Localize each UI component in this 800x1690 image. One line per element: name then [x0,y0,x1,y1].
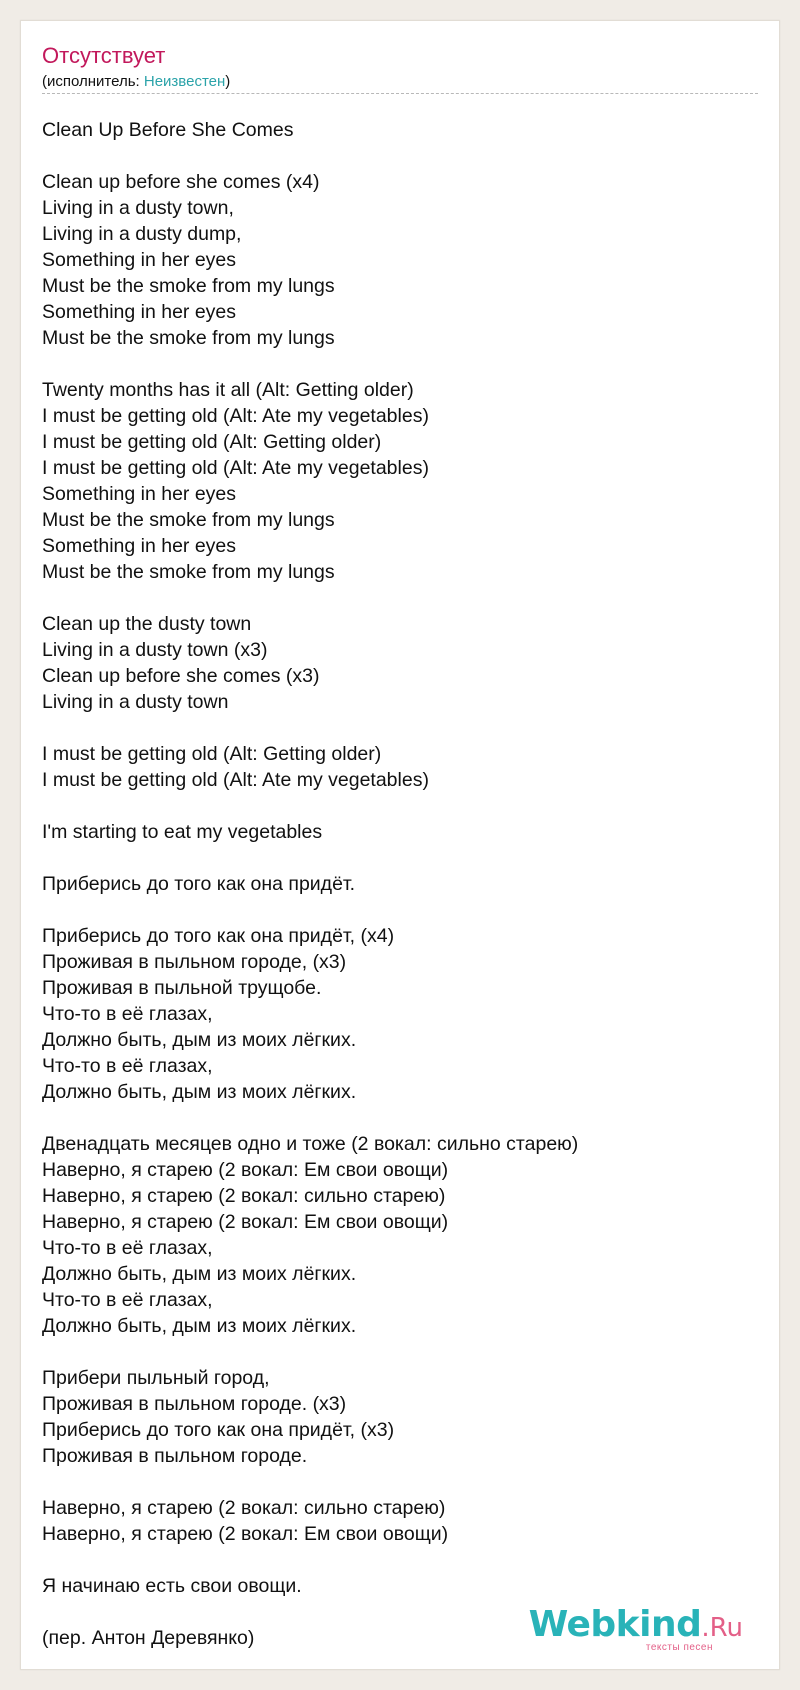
lyric-line: Проживая в пыльном городе. (x3) [42,1393,347,1415]
lyric-line: Living in a dusty town [42,691,229,713]
lyric-line: Living in a dusty dump, [42,223,242,245]
performer-line [42,73,230,91]
lyric-line: Проживая в пыльном городе. [42,1445,308,1467]
lyric-line: Must be the smoke from my lungs [42,561,335,583]
lyric-line: Должно быть, дым из моих лёгких. [42,1029,357,1051]
lyric-line: I must be getting old (Alt: Ate my vegetables) [42,769,429,791]
lyric-line: Наверно, я старею (2 вокал: Ем свои овощи) [42,1523,449,1545]
blank-line [42,1105,762,1131]
lyric-line: Что-то в её глазах, [42,1237,213,1259]
lyric-line: Must be the smoke from my lungs [42,327,335,349]
lyrics-card [20,20,780,1670]
lyric-line: Приберись до того как она придёт. [42,873,356,895]
lyric-line: I'm starting to eat my vegetables [42,821,323,843]
lyric-line: Must be the smoke from my lungs [42,275,335,297]
lyric-line: Наверно, я старею (2 вокал: Ем свои овощи) [42,1159,449,1181]
lyric-line: I must be getting old (Alt: Getting older) [42,431,382,453]
lyric-line: Something in her eyes [42,483,237,505]
lyric-line: Something in her eyes [42,301,237,323]
blank-line [42,143,762,169]
blank-line [42,351,762,377]
lyric-line: Clean Up Before She Comes [42,119,294,141]
blank-line [42,1339,762,1365]
lyric-line: Должно быть, дым из моих лёгких. [42,1315,357,1337]
lyric-line: Наверно, я старею (2 вокал: сильно старею) [42,1185,446,1207]
performer-prefix: (исполнитель: [42,73,144,90]
lyric-line: Приберись до того как она придёт, (x4) [42,925,395,947]
lyric-line: Двенадцать месяцев одно и тоже (2 вокал: сильно старею) [42,1133,579,1155]
lyric-line: Должно быть, дым из моих лёгких. [42,1263,357,1285]
lyric-line: Clean up before she comes (x4) [42,171,320,193]
site-logo[interactable] [528,1604,743,1653]
blank-line [42,1547,762,1573]
lyric-line: Что-то в её глазах, [42,1289,213,1311]
lyric-line: Something in her eyes [42,535,237,557]
blank-line [42,715,762,741]
lyric-line: Проживая в пыльной трущобе. [42,977,322,999]
logo-tagline: тексты песен [645,1642,713,1653]
lyric-line: I must be getting old (Alt: Ate my vegetables) [42,405,429,427]
blank-line [42,1469,762,1495]
blank-line [42,845,762,871]
lyric-line: Clean up before she comes (x3) [42,665,320,687]
page-title: Отсутствует [42,43,166,68]
lyric-line: Must be the smoke from my lungs [42,509,335,531]
lyric-line: Something in her eyes [42,249,237,271]
logo-wordmark: Webkind [528,1604,702,1645]
lyric-line: Twenty months has it all (Alt: Getting older) [42,379,414,401]
lyric-line: Что-то в её глазах, [42,1055,213,1077]
blank-line [42,585,762,611]
blank-line [42,793,762,819]
lyric-line: Living in a dusty town, [42,197,234,219]
lyric-line: Прибери пыльный город, [42,1367,270,1389]
lyric-line: Clean up the dusty town [42,613,252,635]
lyric-line: Living in a dusty town (x3) [42,639,268,661]
logo-tld: .Ru [701,1613,743,1643]
blank-line [42,897,762,923]
performer-suffix: ) [225,73,231,90]
lyric-line: Наверно, я старею (2 вокал: сильно старею) [42,1497,446,1519]
lyric-line: I must be getting old (Alt: Ate my vegetables) [42,457,429,479]
divider [42,93,758,94]
lyrics-text [42,117,762,1651]
lyric-line: (пер. Антон Деревянко) [42,1627,255,1649]
lyric-line: Я начинаю есть свои овощи. [42,1575,302,1597]
performer-link[interactable]: Неизвестен [143,73,226,90]
lyric-line: Должно быть, дым из моих лёгких. [42,1081,357,1103]
lyric-line: Приберись до того как она придёт, (x3) [42,1419,395,1441]
lyric-line: I must be getting old (Alt: Getting older) [42,743,382,765]
lyric-line: Наверно, я старею (2 вокал: Ем свои овощи) [42,1211,449,1233]
lyric-line: Что-то в её глазах, [42,1003,213,1025]
lyric-line: Проживая в пыльном городе, (x3) [42,951,347,973]
